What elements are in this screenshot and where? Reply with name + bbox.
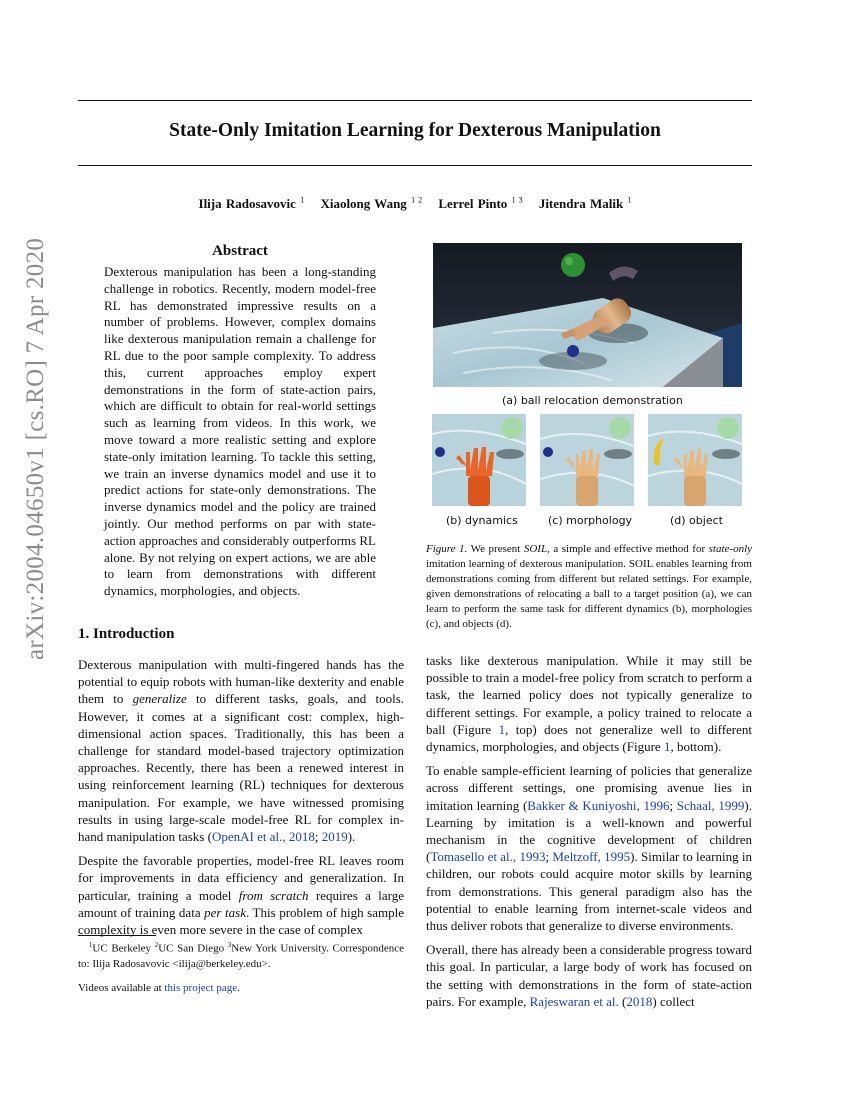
paragraph: tasks like dexterous manipulation. While it may still be possible to train a model-free policy from scratch to perform a task, the learned policy does not typically generalize to different settings. For example, a policy trained to relocate a ball (Figure 1, top) does not generalize well to different dynamics, morphologies, and objects (Figure 1, bottom). [426, 653, 753, 755]
figure-link[interactable]: 1 [498, 721, 506, 737]
arxiv-identifier: arXiv:2004.04650v1 [cs.RO] 7 Apr 2020 [22, 237, 49, 660]
title-rule-top [78, 100, 752, 101]
left-column [78, 656, 404, 945]
footnote-rule [78, 935, 156, 936]
author: Lerrel Pinto $^{1 3}$ [438, 196, 523, 212]
author: Ilija Radosavovic $^1$ [198, 196, 305, 212]
author: Xiaolong Wang $^{1 2}$ [320, 196, 423, 212]
citation-link[interactable]: Rajeswaran et al. [529, 993, 619, 1009]
right-column [426, 652, 752, 1017]
section-heading: 1. Introduction [78, 626, 175, 642]
citation-link[interactable]: 2019 [321, 829, 348, 845]
figure-label-a: (a) ball relocation demonstration [502, 394, 683, 407]
paragraph: Overall, there has already been a considerable progress toward this goal. In particular, a large body of work has focused on the setting with demonstrations in the form of state-action pairs. For example, Rajeswaran et al. (2018) collect [426, 942, 752, 1009]
project-page-link[interactable]: this project page [164, 982, 238, 994]
author-list [78, 196, 752, 212]
paper-title: State-Only Imitation Learning for Dexterous Manipulation [169, 120, 661, 141]
paragraph: Despite the favorable properties, model-free RL leaves room for improvements in data efficiency and generalization. In particular, training a model from scratch requires a large amount of training data per task. This problem of high sample complexity is even more severe in the case of complex [78, 853, 405, 938]
footnote: $^1$UC Berkeley $^2$UC San Diego $^3$New York University. Correspondence to: Ilija Radosavovic <ilija@berkeley.edu>. [78, 941, 404, 970]
figure-label-b: (b) dynamics [446, 514, 518, 527]
citation-link[interactable]: Tomasello et al., 1993 [430, 849, 546, 865]
figure-link[interactable]: 1 [663, 739, 671, 755]
ball-relocation-render [433, 243, 742, 387]
morphology-render [540, 414, 634, 506]
citation-link[interactable]: 2018 [626, 993, 653, 1009]
object-render [648, 414, 742, 506]
videos-note: Videos available at this project page. [78, 982, 240, 994]
citation-link[interactable]: Meltzoff, 1995 [552, 849, 631, 865]
abstract-heading: Abstract [212, 243, 268, 259]
citation-link[interactable]: Bakker & Kuniyoshi, 1996 [527, 797, 670, 813]
dynamics-render [432, 414, 526, 506]
author: Jitendra Malik $^1$ [538, 196, 632, 212]
figure-label-c: (c) morphology [548, 514, 633, 527]
abstract-text: Dexterous manipulation has been a long-standing challenge in robotics. Recently, modern model-free RL has demonstrated impressive results on a number of problems. However, complex domains like dexterous manipulation remain a challenge for RL due to the poor sample complexity. To address this, current approaches employ expert demonstrations in the form of state-action pairs, which are difficult to obtain for real-world settings such as learning from videos. In this work, we move toward a more realistic setting and explore state-only imitation learning. To tackle this setting, we train an inverse dynamics model and use it to predict actions for state-only demonstrations. The inverse dynamics model and the policy are trained jointly. Our method performs on par with state-action approaches and considerably outperforms RL alone. By not relying on expert actions, we are able to learn from demonstrations with different dynamics, morphologies, and objects. [104, 264, 376, 599]
paragraph: Dexterous manipulation with multi-fingered hands has the potential to equip robots with human-like dexterity and enable them to generalize to different tasks, goals, and tools. However, it comes at a significant cost: complex, high-dimensional action spaces. Traditionally, this has been a challenge for standard model-based trajectory optimization approaches. Recently, there has been a renewed interest in using reinforcement learning (RL) techniques for dexterous manipulation. For example, we have witnessed promising results in using large-scale model-free RL for complex in-hand manipulation tasks (OpenAI et al., 2018; 2019). [78, 657, 405, 845]
figure-caption: Figure 1. We present SOIL, a simple and effective method for state-only imitation learning of dexterous manipulation. SOIL enables learning from demonstrations coming from different but related settings. For example, given demonstrations of relocating a ball to a target position (a), we can learn to perform the same task for different dynamics (b), morphologies (c), and objects (d). [426, 543, 753, 630]
figure-label-d: (d) object [670, 514, 723, 527]
paragraph: To enable sample-efficient learning of policies that generalize across different settings, one promising avenue lies in imitation learning (Bakker & Kuniyoshi, 1996; Schaal, 1999). Learning by imitation is a well-known and powerful mechanism in the cognitive development of children (Tomasello et al., 1993; Meltzoff, 1995). Similar to learning in children, our robots could acquire motor skills by learning from demonstrations. This general paradigm also has the potential to enable learning from internet-scale videos and thus deliver robots that generalize to diverse environments. [426, 763, 752, 934]
title-rule-bottom [78, 165, 752, 166]
citation-link[interactable]: Schaal, 1999 [676, 797, 745, 813]
citation-link[interactable]: OpenAI et al., 2018 [211, 829, 315, 845]
